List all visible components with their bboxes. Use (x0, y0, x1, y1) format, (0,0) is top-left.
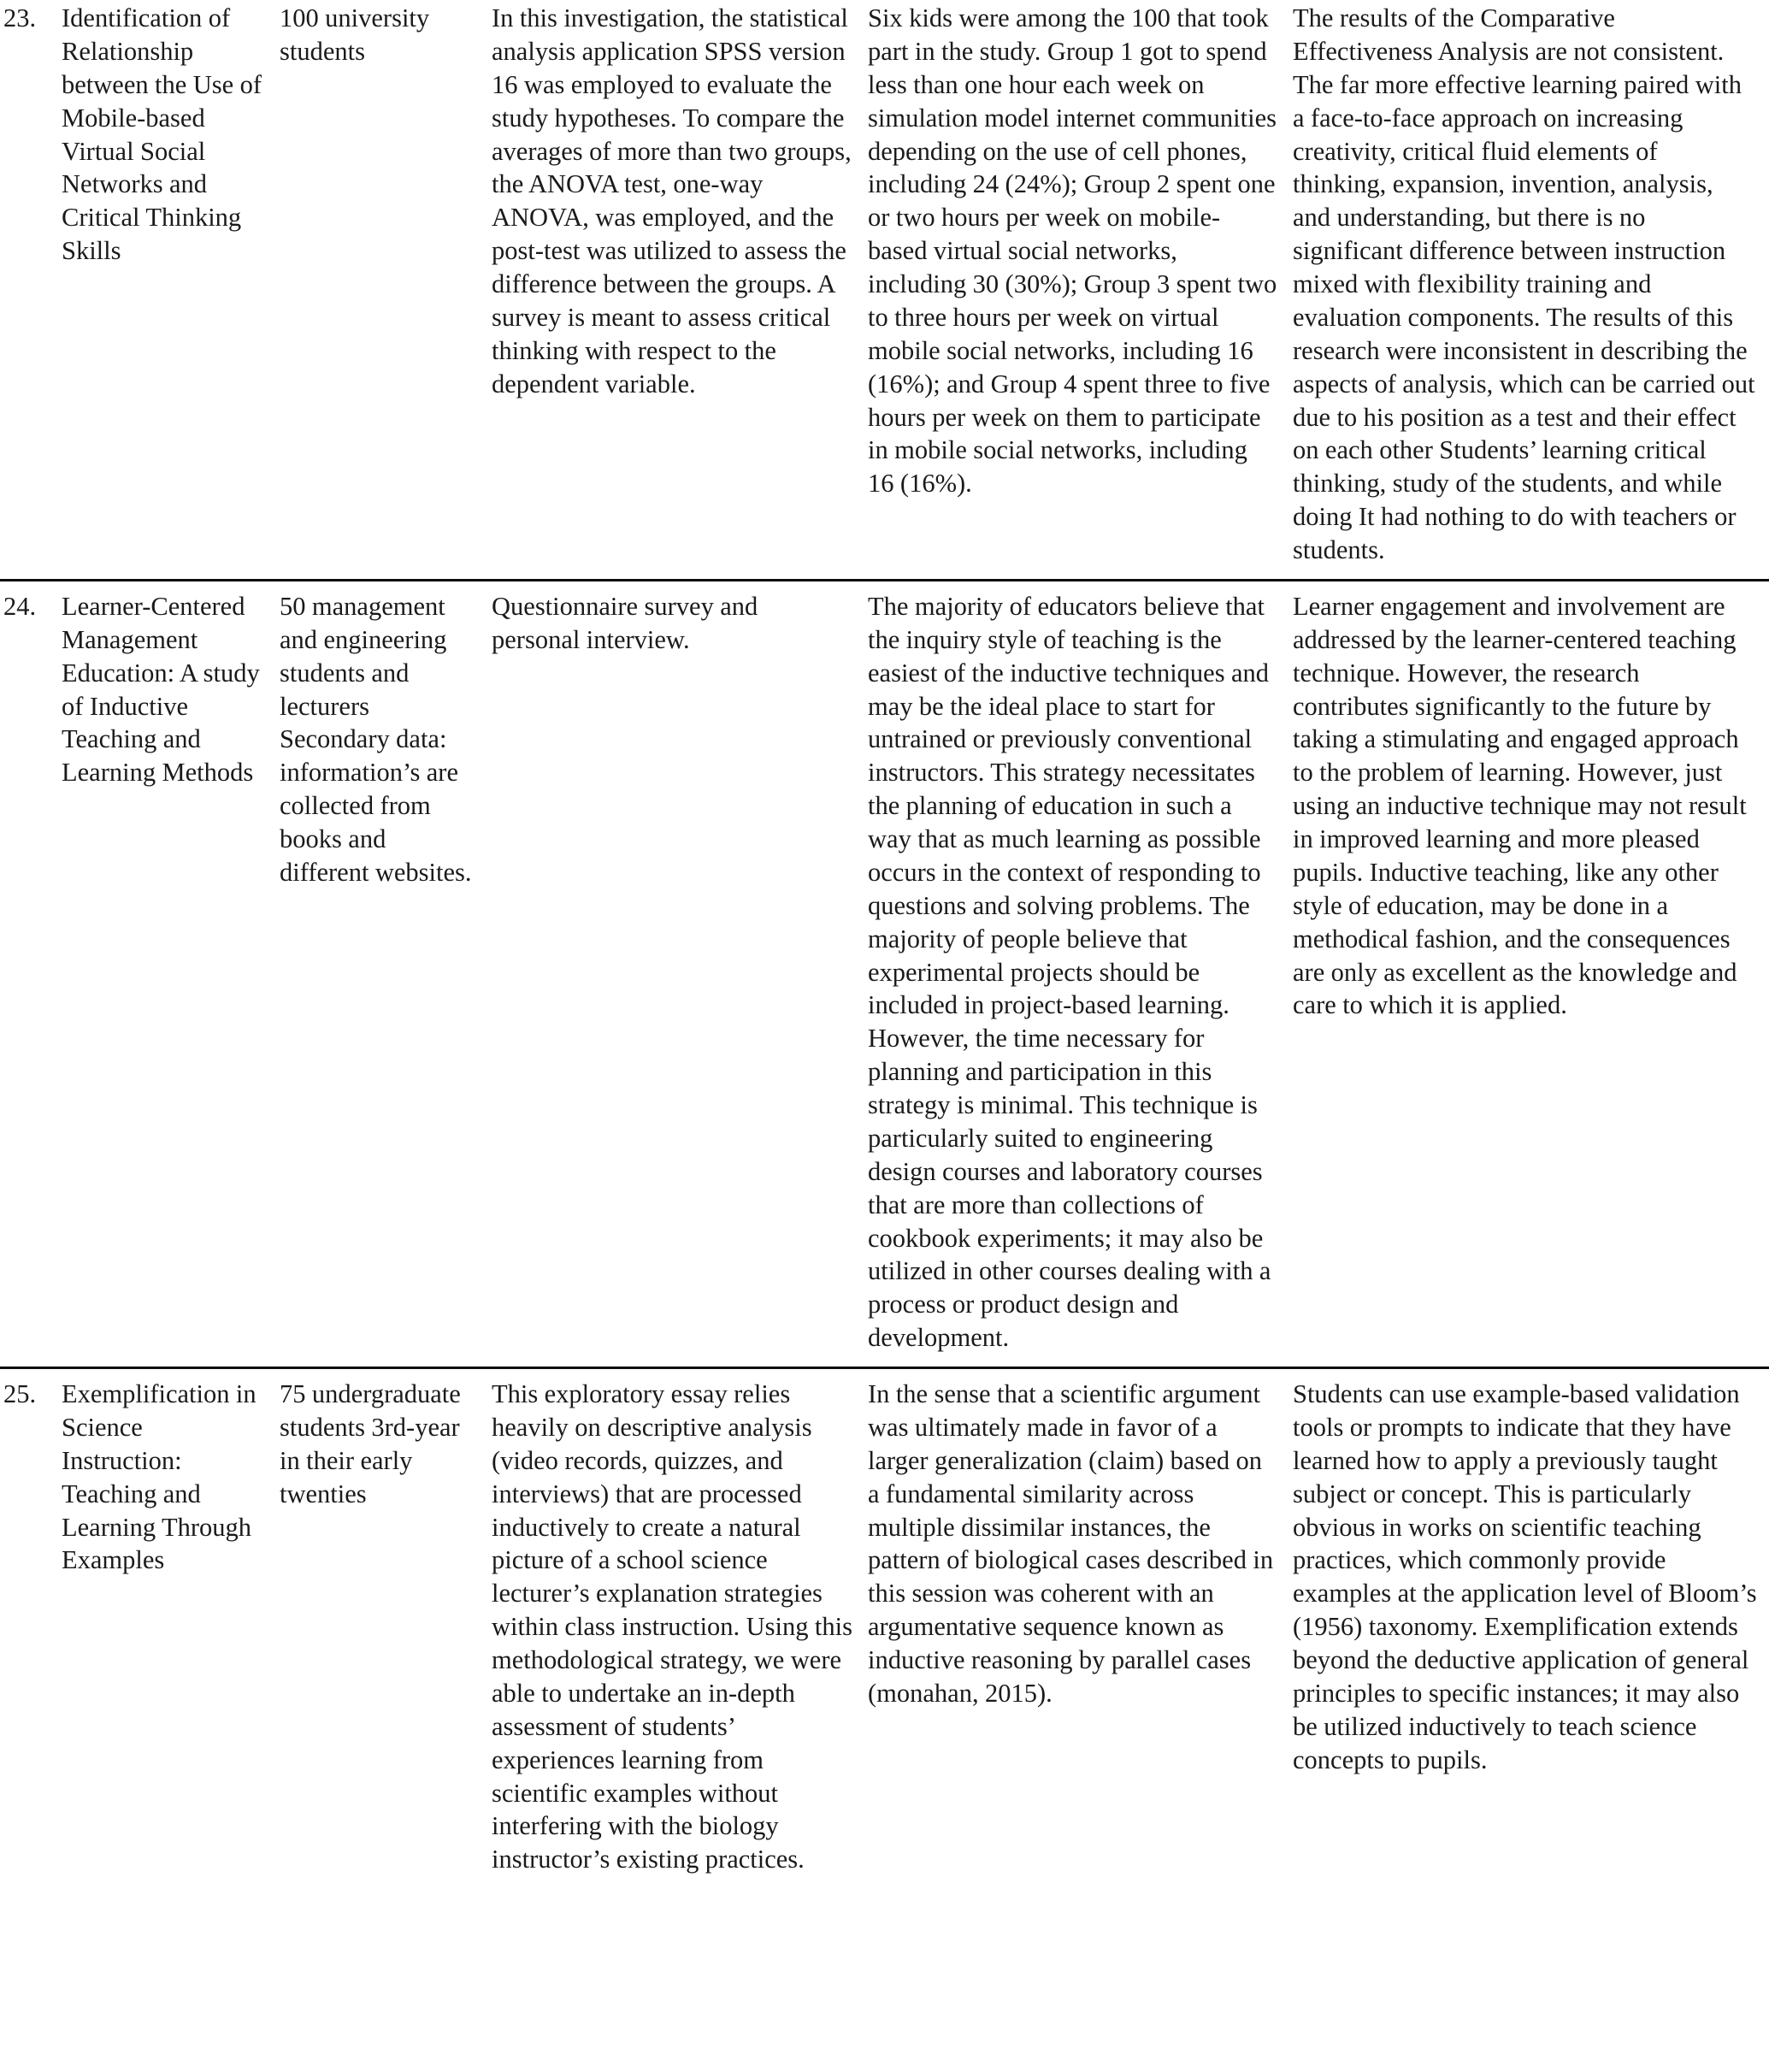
study-sample: 100 university students (280, 3, 430, 66)
study-findings: Six kids were among the 100 that took part in the study. Group 1 got to spend less than one hour each week on simulation model internet communities depending on the use of cell phones, including 24 (24%); Group 2 spent one or two hours per week on mobile-based virtual social networks, including 30 (30%); Group 3 spent two to three hours per week on virtual mobile social networks, including 16 (16%); and Group 4 spent three to five hours per week on them to participate in mobile social networks, including 16 (16%). (868, 3, 1277, 499)
study-conclusion: Students can use example-based validation tools or prompts to indicate that they have learned how to apply a previously taught subject or concept. This is particularly obvious in works on scientific teaching practices, which commonly provide examples at the application level of Bloom’s (1956) taxonomy. Exemplification extends beyond the deductive application of general principles to specific instances; it may also be utilized inductively to teach science concepts to pupils. (1289, 1368, 1769, 1889)
study-sample: 75 undergraduate students 3rd-year in their early twenties (276, 1368, 488, 1889)
study-title: Identification of Relationship between the Use of Mobile-based Virtual Social Networks and Critical Thinking Skills (62, 3, 262, 266)
table-row (0, 0, 1769, 580)
study-title: Learner-Centered Management Education: A study of Inductive Teaching and Learning Methods (58, 580, 276, 1367)
study-sample: 50 management and engineering students and lecturers Secondary data: information’s are collected from books and different websites. (276, 580, 488, 1367)
study-method: In this investigation, the statistical analysis application SPSS version 16 was employed to evaluate the study hypotheses. To compare the averages of more than two groups, the ANOVA test, one-way ANOVA, was employed, and the post-test was utilized to assess the difference between the groups. A survey is meant to assess critical thinking with respect to the dependent variable. (492, 3, 852, 398)
table-row (0, 1368, 1769, 1889)
row-number: 24. (0, 580, 58, 1367)
study-findings: In the sense that a scientific argument was ultimately made in favor of a larger generalization (claim) based on a fundamental similarity across multiple dissimilar instances, the pattern of biological cases described in this session was coherent with an argumentative sequence known as inductive reasoning by parallel cases (monahan, 2015). (864, 1368, 1289, 1889)
row-number: 25. (0, 1368, 58, 1889)
study-conclusion: The results of the Comparative Effectiveness Analysis are not consistent. The far more effective learning paired with a face-to-face approach on increasing creativity, critical fluid elements of thinking, expansion, invention, analysis, and understanding, but there is no significant difference between instruction mixed with flexibility training and evaluation components. The results of this research were inconsistent in describing the aspects of analysis, which can be carried out due to his position as a test and their effect on each other Students’ learning critical thinking, study of the students, and while doing It had nothing to do with teachers or students. (1293, 3, 1755, 564)
study-findings: The majority of educators believe that the inquiry style of teaching is the easiest of the inductive techniques and may be the ideal place to start for untrained or previously conventional instructors. This strategy necessitates the planning of education in such a way that as much learning as possible occurs in the context of responding to questions and solving problems. The majority of people believe that experimental projects should be included in project-based learning. However, the time necessary for planning and participation in this strategy is minimal. This technique is particularly suited to engineering design courses and laboratory courses that are more than collections of cookbook experiments; it may also be utilized in other courses dealing with a process or product design and development. (864, 580, 1289, 1367)
study-title: Exemplification in Science Instruction: Teaching and Learning Through Examples (58, 1368, 276, 1889)
study-method: This exploratory essay relies heavily on descriptive analysis (video records, quizzes, and interviews) that are processed inductively to create a natural picture of a school science lecturer’s explanation strategies within class instruction. Using this methodological strategy, we were able to undertake an in-depth assessment of students’ experiences learning from scientific examples without interfering with the biology instructor’s existing practices. (488, 1368, 864, 1889)
row-number: 23. (3, 3, 37, 32)
table-row (0, 580, 1769, 1367)
study-method: Questionnaire survey and personal interview. (488, 580, 864, 1367)
study-conclusion: Learner engagement and involvement are addressed by the learner-centered teaching technique. However, the research contributes significantly to the future by taking a stimulating and engaged approach to the problem of learning. However, just using an inductive technique may not result in improved learning and more pleased pupils. Inductive teaching, like any other style of education, may be done in a methodical fashion, and the consequences are only as excellent as the knowledge and care to which it is applied. (1289, 580, 1769, 1367)
